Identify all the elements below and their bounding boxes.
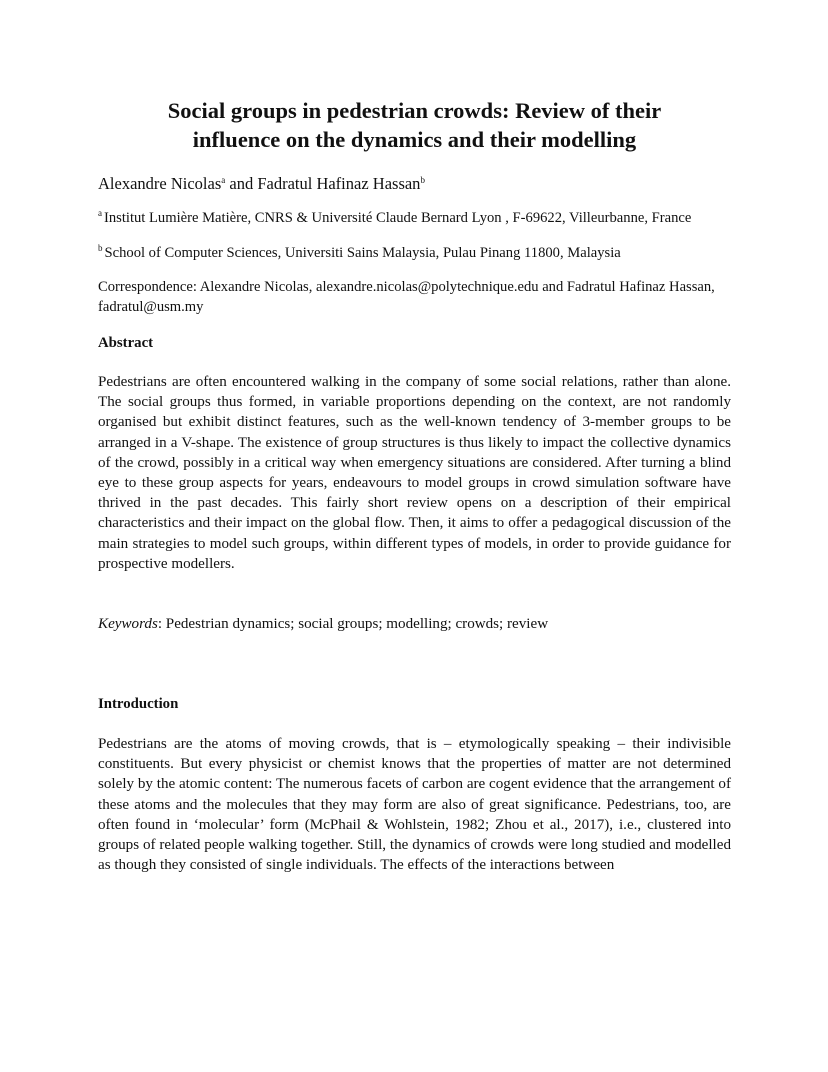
author-list: [98, 173, 731, 195]
author-name: Alexandre Nicolas: [98, 174, 222, 193]
introduction-heading: Introduction: [98, 696, 179, 713]
abstract-text: Pedestrians are often encountered walking in the company of some social relations, rather than alone. The social groups thus formed, in variable proportions depending on the context, are not randomly organised but exhibit distinct features, such as the well-known tendency of 3-member groups to be arranged in a V-shape. The existence of group structures is thus likely to impact the collective dynamics of the crowd, possibly in a critical way when emergency situations are considered. After turning a blind eye to these group aspects for years, endeavours to model groups in crowd simulation software have thrived in the past decades. This fairly short review opens on a description of their empirical characteristics and their impact on the global flow. Then, it aims to offer a pedagogical discussion of the main strategies to model such groups, within different types of models, in order to provide guidance for prospective modellers.: [98, 374, 731, 572]
keywords-label: Keywords: [98, 616, 158, 633]
affiliation-text: School of Computer Sciences, Universiti Sains Malaysia, Pulau Pinang 11800, Malaysia: [104, 245, 621, 261]
keywords: [98, 614, 731, 634]
abstract-heading: Abstract: [98, 335, 154, 351]
author-conjunction: and: [225, 174, 258, 193]
affiliation-marker: b: [98, 243, 103, 253]
paper-page: [98, 96, 731, 875]
keywords-text: : Pedestrian dynamics; social groups; modelling; crowds; review: [157, 616, 549, 633]
affiliation-marker: a: [98, 208, 102, 218]
introduction-text: Pedestrians are the atoms of moving crowds, that is – etymologically speaking – their indivisible constituents. But every physicist or chemist knows that the properties of matter are not determined solely by the atomic content: The numerous facets of carbon are cogent evidence that the arrangement of these atoms and the molecules that they may form are also of great significance. Pedestrians, too, are often found in ‘molecular’ form (McPhail & Wohlstein, 1982; Zhou et al., 2017), i.e., clustered into groups of related people walking together. Still, the dynamics of crowds were long studied and modelled as though they consisted of single individuals. The effects of the interactions between: [98, 736, 731, 874]
title-line-2: influence on the dynamics and their modelling: [192, 127, 637, 152]
title-line-1: Social groups in pedestrian crowds: Review of their: [167, 98, 662, 123]
paper-title: [98, 96, 731, 154]
author-name: Fadratul Hafinaz Hassan: [257, 174, 421, 193]
affiliation-b: [98, 243, 731, 263]
affiliation-text: Institut Lumière Matière, CNRS & Université Claude Bernard Lyon , F-69622, Villeurbanne, France: [104, 210, 692, 226]
correspondence: Correspondence: Alexandre Nicolas, alexandre.nicolas@polytechnique.edu and Fadratul Hafinaz Hassan, fadratul@usm.my: [98, 279, 715, 315]
affiliation-a: [98, 208, 731, 228]
author-affiliation-marker: b: [420, 175, 425, 185]
author-affiliation-marker: a: [221, 175, 226, 185]
